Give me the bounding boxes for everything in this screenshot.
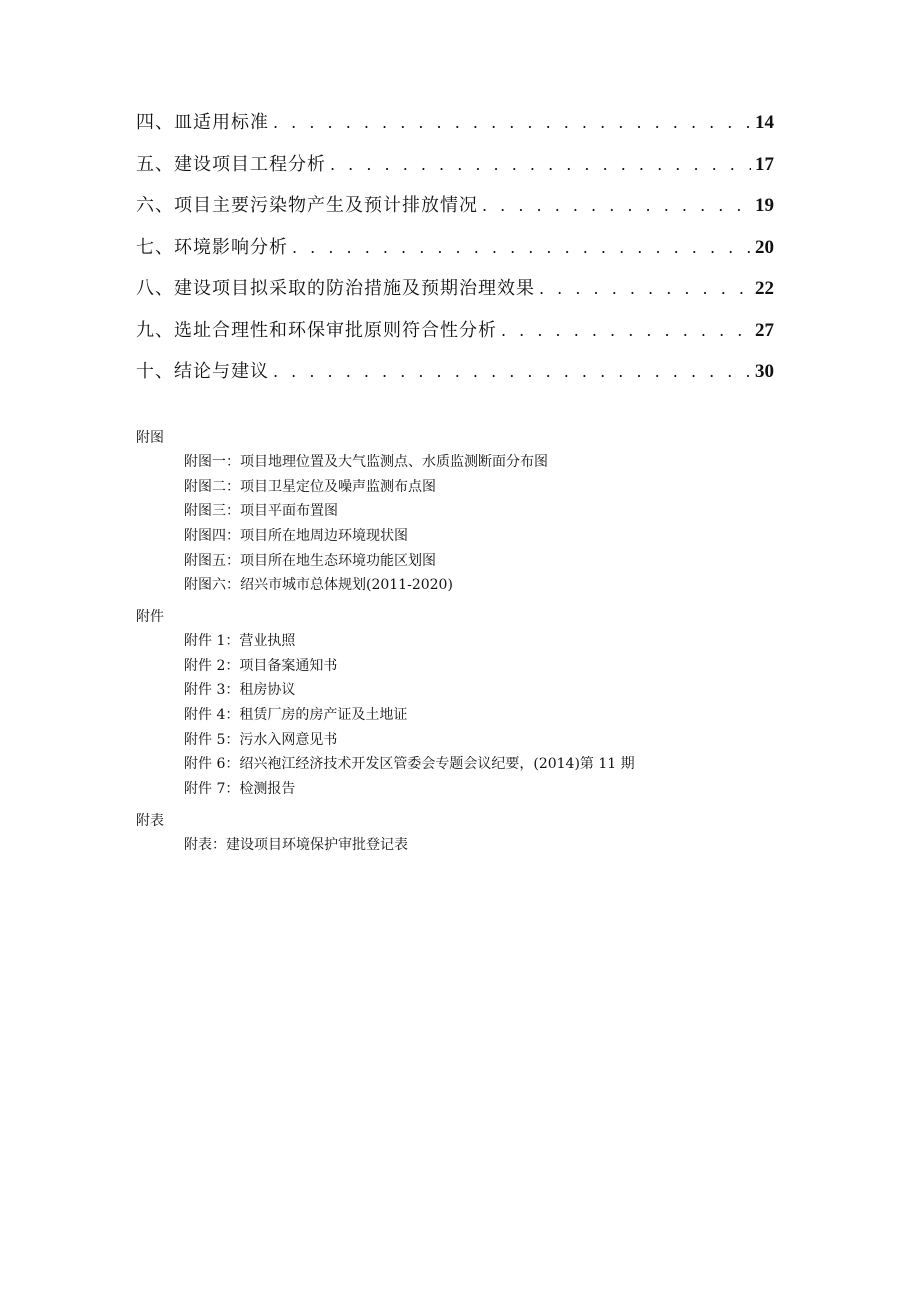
- toc-entry[interactable]: [136, 357, 774, 399]
- attachment-item: 附件 2：项目备案通知书: [184, 657, 338, 674]
- table-of-contents: [136, 108, 774, 399]
- toc-dot-leader: [273, 362, 751, 381]
- toc-entry[interactable]: [136, 274, 774, 316]
- attachments-list: [184, 629, 635, 802]
- tables-list: [184, 833, 408, 858]
- figure-item: 附图五：项目所在地生态环境功能区划图: [184, 552, 436, 569]
- toc-entry-title: 六、项目主要污染物产生及预计排放情况: [136, 195, 478, 216]
- toc-entry-title: 九、选址合理性和环保审批原则符合性分析: [136, 319, 497, 341]
- attachment-item: 附件 1：营业执照: [184, 633, 296, 649]
- attachments-section: [136, 605, 635, 802]
- toc-entry-title: 十、结论与建议: [136, 361, 269, 382]
- table-item: 附表：建设项目环境保护审批登记表: [184, 837, 408, 853]
- attachments-heading: 附件: [136, 609, 164, 625]
- tables-section: [136, 809, 408, 858]
- figure-item: 附图六：绍兴市城市总体规划(2011-2020): [184, 577, 453, 594]
- toc-entry[interactable]: [136, 233, 774, 275]
- attachment-item: 附件 7：检测报告: [184, 781, 296, 798]
- toc-dot-leader: [501, 321, 751, 340]
- attachment-item: 附件 5：污水入网意见书: [184, 731, 338, 748]
- toc-entry-page: 30: [755, 361, 774, 382]
- tables-heading: 附表: [136, 813, 164, 829]
- toc-entry-page: 19: [755, 195, 774, 216]
- toc-dot-leader: [539, 279, 751, 298]
- toc-entry-page: 22: [755, 278, 774, 299]
- figure-item: 附图一：项目地理位置及大气监测点、水质监测断面分布图: [184, 454, 548, 470]
- toc-entry-title: 四、皿适用标准: [136, 112, 269, 133]
- toc-entry[interactable]: [136, 316, 774, 358]
- attachment-item: 附件 6：绍兴袍江经济技术开发区管委会专题会议纪要，(2014)第 11 期: [184, 756, 635, 773]
- toc-entry-title: 八、建设项目拟采取的防治措施及预期治理效果: [136, 278, 535, 299]
- figure-item: 附图三：项目平面布置图: [184, 503, 338, 520]
- toc-entry-page: 14: [755, 112, 774, 133]
- toc-dot-leader: [330, 155, 751, 174]
- toc-entry[interactable]: [136, 150, 774, 192]
- toc-entry[interactable]: [136, 191, 774, 233]
- toc-dot-leader: [292, 238, 751, 257]
- toc-entry[interactable]: [136, 108, 774, 150]
- figure-item: 附图四：项目所在地周边环境现状图: [184, 528, 408, 545]
- toc-entry-page: 17: [755, 153, 774, 175]
- toc-dot-leader: [482, 196, 751, 215]
- toc-entry-title: 七、环境影响分析: [136, 236, 288, 258]
- toc-entry-title: 五、建设项目工程分析: [136, 153, 326, 175]
- figures-section: [136, 426, 548, 598]
- figure-item: 附图二：项目卫星定位及噪声监测布点图: [184, 478, 436, 495]
- toc-entry-page: 20: [755, 236, 774, 258]
- figures-list: [184, 450, 548, 598]
- toc-dot-leader: [273, 113, 751, 132]
- attachment-item: 附件 4：租赁厂房的房产证及土地证: [184, 707, 408, 724]
- attachment-item: 附件 3：租房协议: [184, 682, 296, 699]
- toc-entry-page: 27: [755, 319, 774, 341]
- figures-heading: 附图: [136, 430, 164, 446]
